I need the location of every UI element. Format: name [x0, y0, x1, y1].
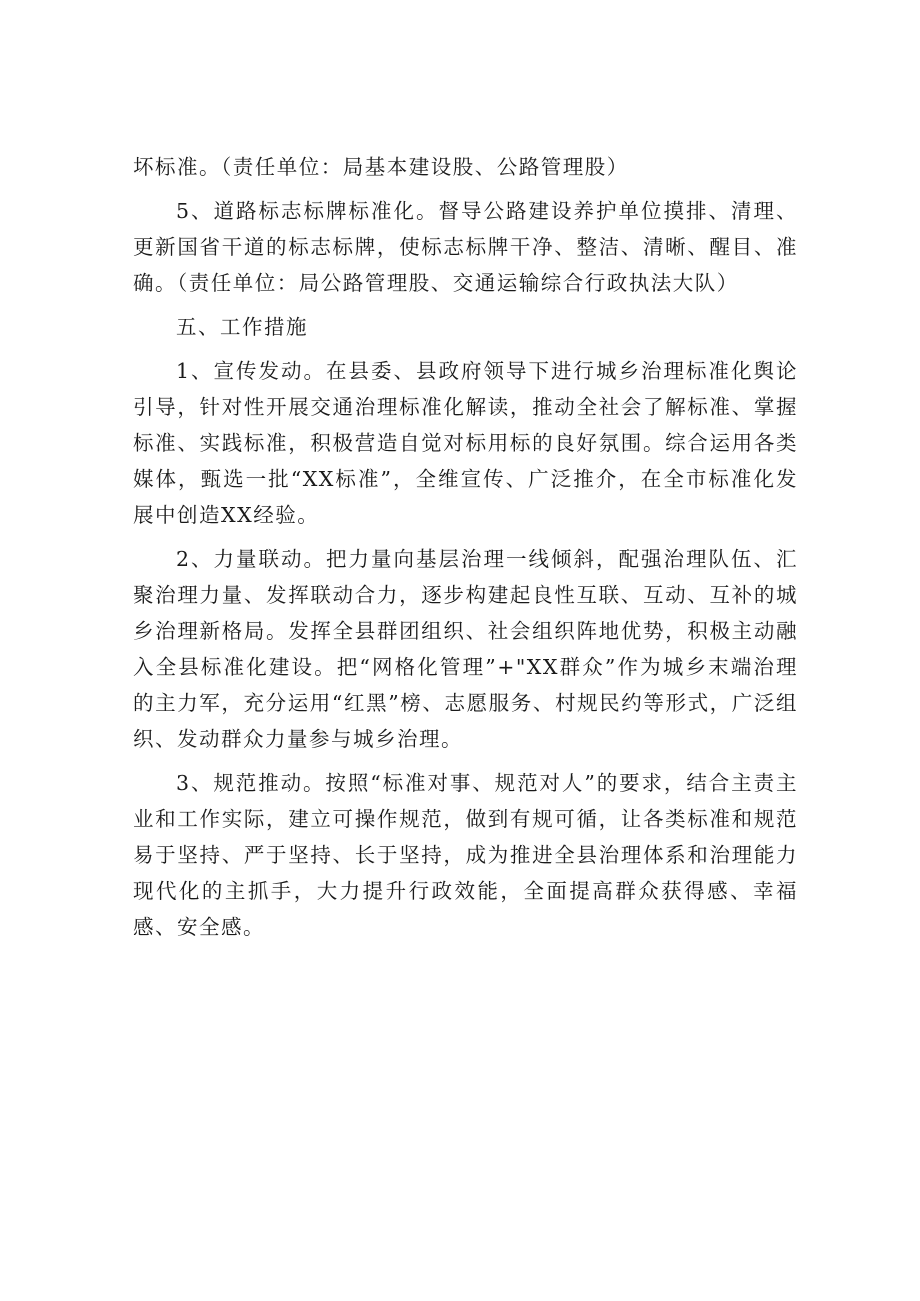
- section-heading-work-measures: 五、工作措施: [176, 315, 308, 339]
- paragraph-measure-1-publicity: 1、宣传发动。在县委、县政府领导下进行城乡治理标准化舆论引导，针对性开展交通治理标准化解读，推动全社会了解标准、掌握标准、实践标准，积极营造自觉对标用标的良好氛围。综合运用各类媒体，甄选一批“XX标准”，全维宣传、广泛推介，在全市标准化发展中创造XX经验。: [133, 359, 798, 527]
- paragraph-responsibility-continuation: 坏标准。（责任单位：局基本建设股、公路管理股）: [133, 155, 629, 179]
- paragraph-measure-2-linkage: 2、力量联动。把力量向基层治理一线倾斜，配强治理队伍、汇聚治理力量、发挥联动合力，逐步构建起良性互联、互动、互补的城乡治理新格局。发挥全县群团组织、社会组织阵地优势，积极主动融入全县标准化建设。把“网格化管理”+"XX群众”作为城乡末端治理的主力军，充分运用“红黑”榜、志愿服务、村规民约等形式，广泛组织、发动群众力量参与城乡治理。: [133, 547, 798, 751]
- paragraph-measure-3-standardization: 3、规范推动。按照“标准对事、规范对人”的要求，结合主责主业和工作实际，建立可操作规范，做到有规可循，让各类标准和规范易于坚持、严于坚持、长于坚持，成为推进全县治理体系和治理能力现代化的主抓手，大力提升行政效能，全面提高群众获得感、幸福感、安全感。: [133, 771, 798, 939]
- paragraph-item-5-road-signs: 5、道路标志标牌标准化。督导公路建设养护单位摸排、清理、更新国省干道的标志标牌，使标志标牌干净、整洁、清晰、醒目、准确。（责任单位：局公路管理股、交通运输综合行政执法大队）: [133, 199, 798, 295]
- document-body: [133, 149, 798, 953]
